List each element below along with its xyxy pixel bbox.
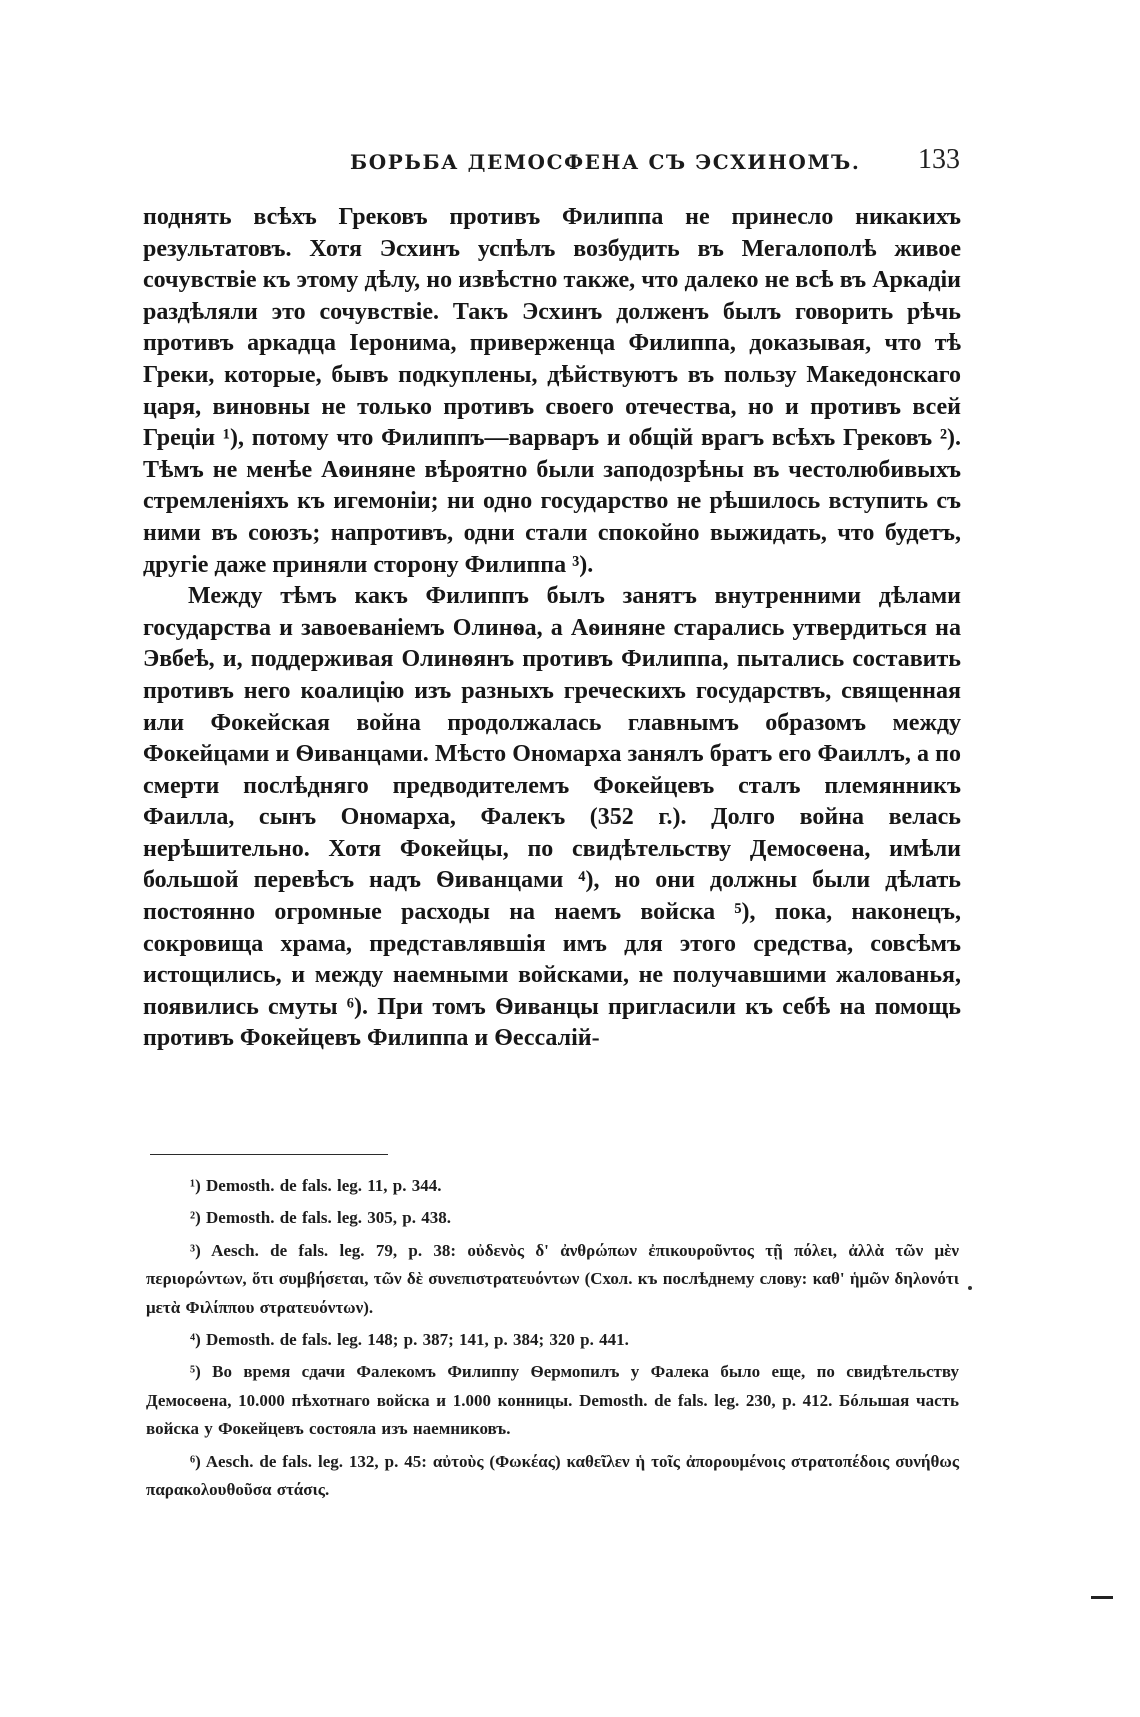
edge-mark — [1091, 1596, 1113, 1599]
footnote-2: ²) Demosth. de fals. leg. 305, p. 438. — [190, 1208, 451, 1228]
footnote-1: ¹) Demosth. de fals. leg. 11, p. 344. — [190, 1176, 442, 1195]
page-number: 133 — [918, 144, 960, 175]
running-title: БОРЬБА ДЕМОСФЕНА СЪ ЭСХИНОМЪ. — [350, 150, 861, 174]
body-paragraph-1: поднять всѣхъ Грековъ противъ Филиппа не принесло никакихъ результатовъ. Хотя Эсхинъ успѣлъ возбудить въ Мегалополѣ живое сочувствіе къ этому дѣлу, но извѣстно также, что далеко не всѣ въ Аркадіи раздѣляли это сочувствіе. Такъ Эсхинъ долженъ былъ говорить рѣчь противъ аркадца Іеронима, приверженца Филиппа, доказывая, что тѣ Греки, которые, бывъ подкуплены, дѣйствуютъ въ пользу Македонскаго царя, виновны не только противъ своего отечества, но и противъ всей Греціи ¹), потому что Филиппъ—варваръ и общій врагъ всѣхъ Грековъ ²). Тѣмъ не менѣе Аѳиняне вѣроятно были заподозрѣны въ честолюбивыхъ стремленіяхъ къ игемоніи; ни одно государство не рѣшилось вступить съ ними въ союзъ; напротивъ, одни стали спокойно выжидать, что будетъ, другіе даже приняли сторону Филиппа ³). — [143, 204, 961, 578]
footnote-3: ³) Aesch. de fals. leg. 79, p. 38: οὐδενὸς δ' ἀνθρώπων ἐπικουροῦντος τῇ πόλει, ἀλλὰ τῶν μὲν περιορώντων, ὅτι συμβήσεται, τῶν δὲ συνεπιστρατευόντων (Схол. къ послѣднему слову: καθ' ἡμῶν δηλονότι μετὰ Φιλίππου στρατευόντων). — [146, 1240, 959, 1317]
footnote-5: ⁵) Во время сдачи Фалекомъ Филиппу Ѳермопилъ у Фалека было еще, по свидѣтельству Демосѳена, 10.000 пѣхотнаго войска и 1.000 конницы. Demosth. de fals. leg. 230, p. 412. Бóльшая часть войска у Фокейцевъ состояла изъ наемниковъ. — [146, 1362, 959, 1439]
main-text — [143, 202, 961, 1055]
footnote-4: ⁴) Demosth. de fals. leg. 148; p. 387; 141, p. 384; 320 p. 441. — [190, 1330, 629, 1350]
body-paragraph-2: Между тѣмъ какъ Филиппъ былъ занятъ внутренними дѣлами государства и завоеваніемъ Олинѳа, а Аѳиняне старались утвердиться на Эвбеѣ, и, поддерживая Олинѳянъ противъ Филиппа, пытались составить противъ него коалицію изъ разныхъ греческихъ государствъ, священная или Фокейская война продолжалась главнымъ образомъ между Фокейцами и Ѳиванцами. Мѣсто Ономарха занялъ братъ его Фаиллъ, а по смерти послѣдняго предводителемъ Фокейцевъ сталъ племянникъ Фаилла, сынъ Ономарха, Фалекъ (352 г.). Долго война велась нерѣшительно. Хотя Фокейцы, по свидѣтельству Демосѳена, имѣли большой перевѣсъ надъ Ѳиванцами ⁴), но они должны были дѣлать постоянно огромные расходы на наемъ войска ⁵), пока, наконецъ, сокровища храма, представлявшія имъ для этого средства, совсѣмъ истощились, и между наемными войсками, не получавшими жалованья, появились смуты ⁶). При томъ Ѳиванцы пригласили къ себѣ на помощь противъ Фокейцевъ Филиппа и Ѳессалій- — [143, 583, 961, 1052]
margin-dot — [968, 1286, 972, 1290]
page-header — [140, 144, 960, 190]
footnotes — [146, 1172, 959, 1508]
footnote-6: ⁶) Aesch. de fals. leg. 132, p. 45: αὐτοὺς (Φωκέας) καθεῖλεν ἡ τοῖς ἀπορουμένοις στρατοπέδοις συνήθως παρακολουθοῦσα στάσις. — [146, 1451, 959, 1500]
footnote-separator — [150, 1154, 388, 1155]
